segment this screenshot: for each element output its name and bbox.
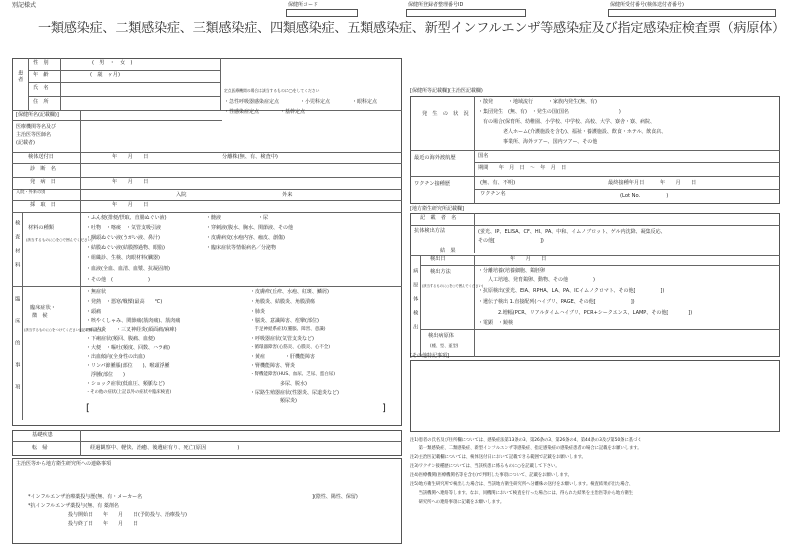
hc-name-label: [保健所名(記載欄)] (16, 112, 59, 118)
travel-label: 最近の海外渡航歴 (414, 155, 456, 161)
symptom-b-10[interactable]: ・腎機能障害(HUS、血尿、乏尿、蛋白尿) (250, 372, 336, 377)
sex-value[interactable]: ( 男 ・ 女 ) (92, 60, 133, 66)
specimen-b-1[interactable]: ・髄液 (206, 215, 222, 221)
titer-label: 結 果 (440, 248, 456, 254)
bracket-left: [ (86, 403, 90, 414)
sentinel-item-5[interactable]: ・基幹定点 (280, 109, 306, 115)
specimen-side-1: 検 (14, 220, 21, 227)
symptom-b-7[interactable]: ・循環器障害(心筋炎、心膜炎、心不全) (250, 345, 331, 350)
symptom-a-7[interactable]: ・大便 ・嘔吐(頻度、回数、ハラ痛) (86, 345, 170, 351)
basic-disease-row (12, 430, 402, 456)
form-style-label: 別記様式 (12, 2, 37, 9)
detect-method-note: (該当するものに○を○で囲んでください) (422, 284, 484, 288)
other-notes-label: [その他特記事項] (410, 353, 449, 359)
pathogen-result-sub: (種、型、亜型) (430, 343, 459, 348)
clinical-side-5: 項 (14, 384, 21, 391)
sentinel-item-4[interactable]: ・性感染症定点 (224, 109, 260, 115)
vaccine-last-date[interactable]: 最終接種年月日 年 月 日 (608, 180, 697, 186)
clinical-side-4: 事 (14, 362, 21, 369)
patient-side-label: 患者 (17, 70, 24, 83)
symptom-b-12[interactable]: ・尿路生殖器症状(性器炎、尿道炎など) (250, 390, 339, 396)
symptom-a-11[interactable]: ・ショック症状(低血圧、頻脈など) (86, 381, 165, 387)
sampling-date-label: 採 取 日 (30, 202, 56, 208)
symptom-b-11[interactable]: 多尿、脱水) (250, 381, 307, 387)
symptom-b-1[interactable]: ・皮膚疹(丘疹、水疱、紅斑、鱗屑) (250, 289, 329, 295)
note-2: 注2)主治医記載欄については、検体送付日において記載できる範囲で記載をお願いします。 (410, 455, 586, 460)
symptom-b-5[interactable]: 手足神経系症状(腫脹、障害、意識) (250, 327, 326, 332)
sentinel-item-1[interactable]: ・急性呼吸器感染症定点 (224, 99, 280, 105)
note-1b: 第一類感染症、二類感染症、新型インフルエンザ等感染症、指定感染症の感染症患者の場合に記載をお願いします。 (410, 446, 642, 451)
specimen-b-2[interactable]: ・尿 (258, 215, 269, 221)
note-1: 注1)患者の氏名及び住所欄については、感染症法第13条の3、第26条の3、第26条の4、第44条の3及び第50条に基づく (410, 438, 642, 443)
antiviral-drug[interactable]: *抗インフルエンザ薬投与(無、有 薬剤名 (28, 503, 119, 509)
detect-method-label: 検出方法 (430, 269, 451, 275)
test-date-label: 検出日 (430, 256, 446, 262)
clinical-side-2: 床 (14, 318, 21, 325)
symptom-a-1[interactable]: ・無症状 (86, 289, 107, 295)
symptom-b-4[interactable]: ・脳炎、意識障害、痙攣(部位) (250, 318, 319, 324)
dose-start[interactable]: 投与開始日 年 月 日(予防投与、治療投与) (28, 512, 187, 518)
symptom-a-4[interactable]: ・咳やくしゃみ、関節痛(筋肉痛)、筋肉痛 (86, 318, 181, 324)
specimen-a-6[interactable]: ・血液(全血、血清、血漿、抗凝固剤) (86, 266, 170, 272)
outcome-value[interactable]: 経過観察中、軽快、治癒、後遺症有り、死亡(原因 ) (90, 445, 240, 451)
exposure-line-2[interactable]: ・集団発生 (無、有) ・発生の国(国名 ) (478, 109, 621, 115)
health-center-code-field[interactable] (286, 9, 358, 17)
reception-no-label: 保健所受付番号(検体送付者番号) (610, 2, 684, 8)
onset-date-label: 発 病 日 (30, 179, 56, 185)
other-notes-box[interactable] (410, 360, 780, 432)
symptom-b-13[interactable]: 頻尿炎) (250, 398, 297, 404)
symptom-a-8[interactable]: ・出血傾向(全身性の出血) (86, 354, 145, 360)
isolate-status[interactable]: 分離株(無、有、検査中) (222, 154, 278, 160)
clinic-label-3: (記載者) (16, 140, 35, 146)
exposure-line-3[interactable]: 有の場合(保育所、幼稚園、小学校、中学校、高校、大学、寮舎・寮、病院、 (478, 119, 655, 125)
vaccine-name[interactable]: ワクチン名 (480, 191, 506, 197)
specimen-side-4: 料 (14, 262, 21, 269)
specimen-a-5[interactable]: ・組織診、生検、肉眼材料(臓器) (86, 255, 160, 261)
specimen-a-1[interactable]: ・ふん便(排便/摂取、直腸ぬぐい液) (86, 215, 167, 221)
note-4: 注4)医療機関(医療機関名等を含む)で判明した事項について、記載をお願いします。 (410, 473, 572, 478)
antiviral-history[interactable]: *インフルエンザ治療薬投与歴(無、有・メーカー名 (28, 494, 143, 500)
bottom-right-result[interactable]: ](陰性、陽性、保留) (312, 494, 358, 500)
exposure-line-5[interactable]: 事業所、海外ツアー、国内ツアー、その他 (478, 139, 598, 145)
inpatient-option[interactable]: 入院 (176, 192, 187, 198)
detect-method-3[interactable]: ・遺伝子検出 1.直接配列(ハイブリ、PAGE、その他[ ]) (478, 299, 635, 305)
clinic-label-2: 主治医等医師名 (16, 132, 52, 138)
right-hc-label: [保健所等記載欄](主治医記載欄) (410, 88, 483, 94)
symptom-a-9[interactable]: ・リンパ節腫脹(部位 )、喉頭浮腫 (86, 363, 170, 369)
reception-no-field[interactable] (608, 9, 776, 17)
pathogen-side-2: 原 (412, 282, 419, 289)
basic-disease-label: 基礎疾患 (32, 432, 53, 438)
sentinel-item-2[interactable]: ・小児科定点 (300, 99, 331, 105)
clinic-label-1: 医療機関等名及び (16, 124, 57, 130)
vaccine-value[interactable]: (無、有、不明) (480, 180, 516, 186)
detect-method-5[interactable]: ・電顕 ・鏡検 (478, 320, 514, 326)
specimen-b-5[interactable]: ・臨床症状等情報病名／分泌物 (206, 245, 277, 251)
note-3: 注3)ワクチン接種歴については、当該疾患に係るものに○を記載して下さい。 (410, 464, 560, 469)
antibody-methods-other[interactable]: その他[ ]) (478, 238, 544, 244)
pathogen-side-4: 検 (412, 310, 419, 317)
diagnosis-label: 診 断 名 (30, 166, 56, 172)
specimen-title: 材料の種類 (28, 225, 54, 231)
sentinel-item-3[interactable]: ・眼科定点 (352, 99, 378, 105)
detect-method-2[interactable]: ・抗原検出(蛍光、EIA、RPHA、LA、PA、ICイムノクロマト、その他[ ]) (478, 288, 665, 294)
symptom-a-12[interactable]: ・その他の症状(上記以外の症状や臨床検査) (86, 390, 171, 395)
specimen-note: (該当するものに○を○で囲んでください) (26, 238, 93, 242)
age-label: 年 齢 (33, 72, 49, 78)
onset-date-value[interactable]: 年 月 日 (112, 179, 149, 185)
specimen-side-2: 査 (14, 234, 21, 241)
recorder-label: 記 載 者 名 (420, 215, 457, 221)
clinical-title-1: 臨床症状・ (30, 305, 56, 311)
symptom-a-2[interactable]: ・発熱 ・悪寒/戦慄(最高 ℃) (86, 299, 163, 305)
pathogen-result-label: 検出病原体 (428, 333, 454, 339)
clinician-notes-title: 主治医等から地方衛生研究所への連絡事項 (16, 461, 112, 467)
note-5b: 当該機関へ連絡等します。なお、同機関において検査を行った場合には、得られた結果を主治医等から地方衛生 (410, 491, 634, 496)
clinician-notes-box[interactable] (12, 458, 402, 544)
specimen-a-3[interactable]: ・咽頭ぬぐい液(うがい液、鼻汁) (86, 235, 160, 241)
exposure-line-4[interactable]: 老人ホーム(介護施設を含む)、福祉・養護施設、飲食・ホテル、飲食店、 (478, 129, 667, 135)
clinical-note: (該当するものに○をつけてください)(記載欄も記入) (24, 328, 104, 332)
pathogen-side-3: 体 (412, 296, 419, 303)
send-date-value[interactable]: 年 月 日 (112, 154, 149, 160)
lab-section-label: [地方衛生研究所記載欄] (410, 206, 464, 212)
travel-period[interactable]: 期間 年 月 日 ～ 年 月 日 (478, 165, 567, 171)
symptom-a-3[interactable]: ・頭痛 (86, 309, 102, 315)
registration-id-label: 保健所登録者整理番号ID (408, 2, 464, 8)
antibody-methods[interactable]: (蛍光、IP、ELISA、CF、HI、PA、中和、イムノブロット、ゲル内沈降、凝集反応、 (478, 229, 666, 235)
vaccine-lot[interactable]: (Lot No. ) (620, 193, 669, 199)
clinical-side-3: 的 (14, 340, 21, 347)
send-date-label: 検体送付日 (28, 154, 54, 160)
sex-label: 性 別 (33, 60, 49, 66)
specimen-a-2[interactable]: ・吐物 ・喀痰 ・気管支吸引液 (86, 225, 162, 231)
exposure-line-1[interactable]: ・散発 ・地域流行 ・家族内発生(無、有) (478, 99, 597, 105)
dose-end[interactable]: 投与終了日 年 月 日 (28, 521, 139, 527)
inpatient-label: 入院・外来の別 (16, 189, 46, 194)
vaccine-label: ワクチン接種歴 (414, 181, 451, 187)
travel-country[interactable]: 国名 (478, 153, 489, 159)
form-title: 一類感染症、二類感染症、三類感染症、四類感染症、五類感染症、新型インフルエンザ等感染症及び指定感染症検査票（病原体） (38, 21, 785, 36)
symptom-b-8[interactable]: ・黄疸 ・肝機能障害 (250, 354, 316, 360)
symptom-b-3[interactable]: ・肺炎 (250, 309, 266, 315)
bracket-right: ] (382, 403, 386, 414)
symptom-b-2[interactable]: ・角膜炎、結膜炎、角膜潰瘍 (250, 299, 316, 305)
detect-method-4[interactable]: 2.増幅(PCR、リアルタイムハイブリ、PCR+シークエンス、LAMP、その他[ ]) (478, 310, 693, 316)
registration-id-field[interactable] (406, 9, 526, 17)
symptom-a-10[interactable]: 浮腫(部位 ) (86, 372, 125, 378)
symptom-a-6[interactable]: ・下痢症状(頻回、腹痛、血便) (86, 336, 155, 342)
antibody-method-label: 抗体検出方法 (414, 228, 446, 234)
note-5: 注5)地方衛生研究所で検出した場合は、当該地方衛生研究所へ分離株の送付をお願いします。検査結果が出た場合、 (410, 482, 634, 487)
detect-method-1b[interactable]: 人工培地、発育鶏卵、動物、その他 ) (478, 277, 595, 283)
sampling-date-value[interactable]: 年 月 日 (112, 202, 149, 208)
pathogen-side-5: 出 (412, 324, 419, 331)
exposure-label: 発 生 の 状 況 (422, 111, 469, 117)
address-label: 住 所 (33, 99, 49, 105)
specimen-side-3: 材 (14, 248, 21, 255)
clinical-title-2: 徴 候 (32, 313, 48, 319)
symptom-b-6[interactable]: ・呼吸器症状(気管支炎など) (250, 336, 314, 342)
name-label: 氏 名 (33, 85, 49, 91)
pathogen-side-1: 病 (412, 268, 419, 275)
detect-method-1[interactable]: ・分離培養(培養細胞、鶏胚卵 (478, 268, 545, 274)
symptom-a-5[interactable]: ・口内炎 ・三叉神経炎(顔面痛/麻痺) (86, 327, 177, 333)
symptom-b-9[interactable]: ・腎機能障害、腎炎 (250, 363, 296, 369)
specimen-a-7[interactable]: ・その他 ( ) (86, 277, 150, 283)
note-5c: 研究所への連絡事項に記載をお願いします。 (410, 500, 505, 505)
sentinel-note: 定点医療機関の場合は該当するものに◯をしてください (224, 88, 320, 93)
specimen-a-4[interactable]: ・結膜ぬぐい液(結膜擦過物、眼脂) (86, 245, 165, 251)
specimen-b-3[interactable]: ・穿刺液(腹水、胸水、関節液、その他 (206, 225, 293, 231)
specimen-b-4[interactable]: ・皮膚病変(水疱内容、痂皮、創傷) (206, 235, 285, 241)
test-date-value[interactable]: 年 月 日 (510, 256, 547, 262)
outcome-label: 転 帰 (32, 445, 48, 451)
age-value[interactable]: ( 歳 ヶ月) (90, 72, 120, 78)
clinical-side-1: 臨 (14, 296, 21, 303)
health-center-code-label: 保健所コード (288, 2, 319, 8)
outpatient-option[interactable]: 外来 (282, 192, 293, 198)
